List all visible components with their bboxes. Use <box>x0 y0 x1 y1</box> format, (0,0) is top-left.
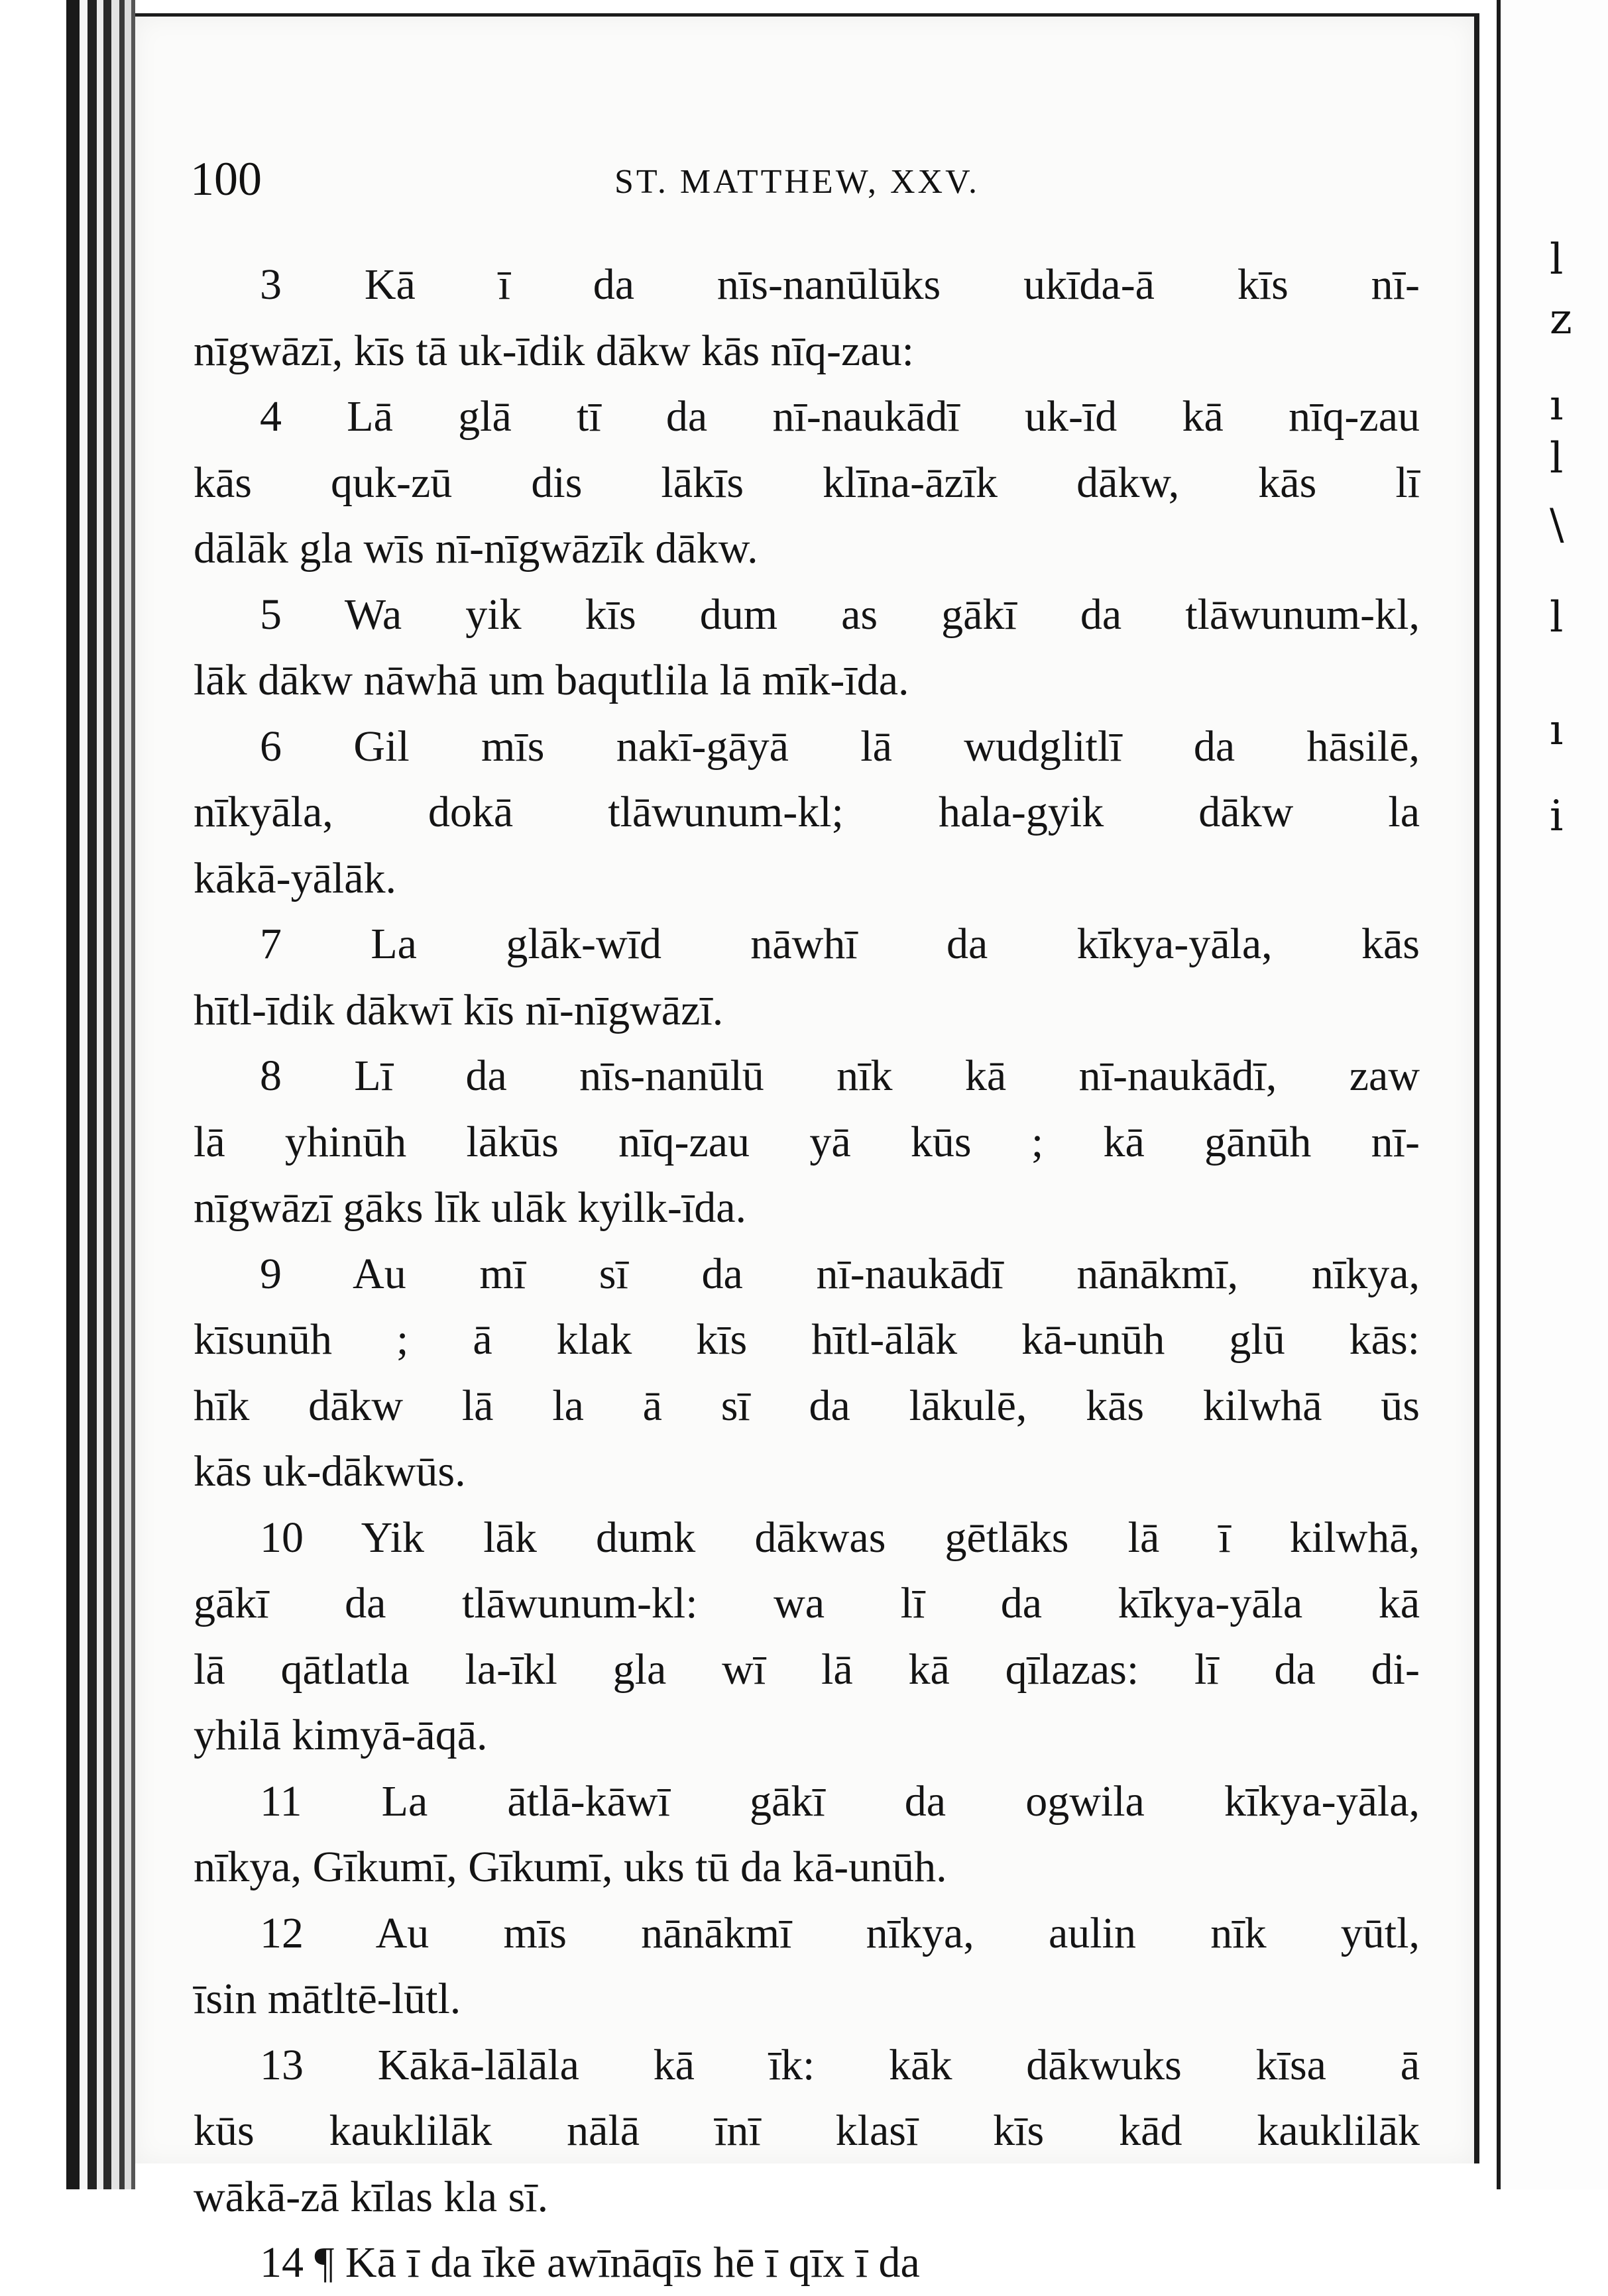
verse-line: lā yhinūh lākūs nīq-zau yā kūs ; kā gānūh nī- <box>194 1117 1420 1166</box>
verse-line: dālāk gla wīs nī-nīgwāzīk dākw. <box>194 524 758 573</box>
facing-page-edge <box>1497 0 1608 2189</box>
chapter-title: ST. MATTHEW, XXV. <box>614 163 980 201</box>
verse-line: gākī da tlāwunum-kl: wa lī da kīkya-yāla kā <box>194 1579 1420 1627</box>
verse-line: kīsunūh ; ā klak kīs hītl-ālāk kā-unūh glū kās: <box>194 1315 1420 1364</box>
verse-first-line: 8 Lī da nīs-nanūlū nīk kā nī-naukādī, zaw <box>260 1052 1420 1100</box>
verse-line: lā qātlatla la-īkl gla wī lā kā qīlazas: lī da di- <box>194 1645 1420 1694</box>
verse-first-line: 7 La glāk-wīd nāwhī da kīkya-yāla, kās <box>260 920 1420 968</box>
verse-line: nīkya, Gīkumī, Gīkumī, uks tū da kā-unūh. <box>194 1843 947 1891</box>
verse-first-line: 3 Kā ī da nīs-nanūlūks ukīda-ā kīs nī- <box>260 260 1420 309</box>
verse-first-line: 9 Au mī sī da nī-naukādī nānākmī, nīkya, <box>260 1249 1420 1298</box>
facing-page-fragment: i <box>1550 792 1564 841</box>
verse-first-line: 11 La ātlā-kāwī gākī da ogwila kīkya-yāla, <box>260 1777 1420 1826</box>
verse-first-line: 4 Lā glā tī da nī-naukādī uk-īd kā nīq-zau <box>260 392 1420 441</box>
verse-line: nīkyāla, dokā tlāwunum-kl; hala-gyik dākw la <box>194 788 1420 836</box>
verse-first-line: 10 Yik lāk dumk dākwas gētlāks lā ī kilwhā, <box>260 1513 1420 1562</box>
facing-page-fragment: ı <box>1550 706 1564 755</box>
verse-line: īsin mātltē-lūtl. <box>194 1975 461 2023</box>
verse-line: nīgwāzī, kīs tā uk-īdik dākw kās nīq-zau: <box>194 326 914 375</box>
book-spine-edge <box>0 0 139 2189</box>
facing-page-fragment: \ <box>1550 500 1564 549</box>
verse-line: kās uk-dākwūs. <box>194 1447 466 1496</box>
verse-line: nīgwāzī gāks līk ulāk kyilk-īda. <box>194 1183 746 1232</box>
facing-page-fragment: ı <box>1550 381 1564 430</box>
page-number: 100 <box>190 152 262 205</box>
running-head <box>190 149 1450 209</box>
verse-first-line: 5 Wa yik kīs dum as gākī da tlāwunum-kl, <box>260 590 1420 639</box>
verse-line: wākā-zā kīlas kla sī. <box>194 2172 549 2221</box>
facing-page-fragment: l <box>1550 593 1564 642</box>
verse-line: kākā-yālāk. <box>194 853 396 902</box>
verse-first-line: 6 Gil mīs nakī-gāyā lā wudglitlī da hāsilē, <box>260 722 1420 771</box>
verse-line: yhilā kimyā-āqā. <box>194 1711 488 1759</box>
scripture-text <box>194 252 1420 2296</box>
facing-page-fragment: z <box>1550 295 1572 344</box>
verse-first-line: 12 Au mīs nānākmī nīkya, aulin nīk yūtl, <box>260 1908 1420 1957</box>
verse-line: kās quk-zū dis lākīs klīna-āzīk dākw, kās lī <box>194 458 1420 507</box>
facing-page-fragment: l <box>1550 434 1564 483</box>
verse-line: lāk dākw nāwhā um baqutlila lā mīk-īda. <box>194 656 909 704</box>
verse-line: hītl-īdik dākwī kīs nī-nīgwāzī. <box>194 985 724 1034</box>
verse-line: kūs kauklilāk nālā īnī klasī kīs kād kauklilāk <box>194 2106 1420 2155</box>
verse-first-line: 13 Kākā-lālāla kā īk: kāk dākwuks kīsa ā <box>260 2040 1420 2089</box>
verse-first-line: 14 ¶ Kā ī da īkē awīnāqīs hē ī qīx ī da <box>260 2238 920 2287</box>
facing-page-fragment: l <box>1550 235 1564 284</box>
verse-line: hīk dākw lā la ā sī da lākulē, kās kilwhā ūs <box>194 1381 1420 1430</box>
